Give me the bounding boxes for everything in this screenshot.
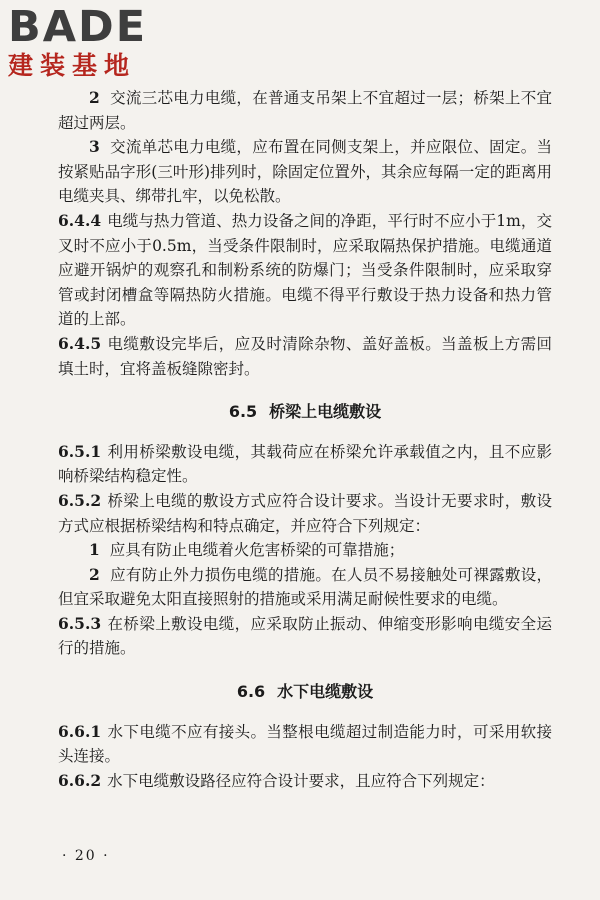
item-text: 应有防止外力损伤电缆的措施。在人员不易接触处可裸露敷设，但宜采取避免太阳直接照射的措施或采用满足耐候性要求的电缆。: [58, 565, 552, 609]
clause-number: 6.6.1: [58, 721, 102, 741]
clause-text: 水下电缆不应有接头。当整根电缆超过制造能力时，可采用软接头连接。: [58, 722, 552, 766]
clause-number: 6.4.4: [58, 210, 102, 230]
item-number: 1: [89, 540, 100, 560]
clause-6-4-4: [58, 209, 552, 332]
clause-number: 6.6.2: [58, 770, 102, 790]
item-text: 交流单芯电力电缆，应布置在同侧支架上，并应限位、固定。当按紧贴品字形(三叶形)排列时，除固定位置外，其余应每隔一定的距离用电缆夹具、绑带扎牢，以免松散。: [58, 138, 552, 206]
section-title: 桥梁上电缆敷设: [269, 402, 382, 422]
clause-6-5-3: [58, 612, 552, 661]
clause-6-6-2: [58, 769, 552, 794]
list-item-2-cable-layers: [58, 86, 552, 135]
page-number: · 20 ·: [62, 848, 110, 864]
clause-text: 桥梁上电缆的敷设方式应符合设计要求。当设计无要求时，敷设方式应根据桥梁结构和特点确定，并应符合下列规定：: [58, 491, 552, 535]
logo-title: BADE: [8, 2, 148, 52]
clause-number: 6.5.2: [58, 490, 102, 510]
section-title: 水下电缆敷设: [277, 682, 374, 702]
clause-text: 在桥梁上敷设电缆，应采取防止振动、伸缩变形影响电缆安全运行的措施。: [58, 614, 552, 658]
logo-subtitle: 建装基地: [8, 51, 137, 80]
section-heading-6-5: [58, 400, 552, 425]
item-number: 2: [89, 564, 100, 584]
clause-6-5-2: [58, 489, 552, 538]
item-text: 应具有防止电缆着火危害桥梁的可靠措施；: [109, 541, 405, 560]
clause-6-4-5: [58, 332, 552, 381]
section-heading-6-6: [58, 680, 552, 705]
list-item-1-fire-protection: [58, 538, 552, 563]
clause-text: 电缆敷设完毕后，应及时清除杂物、盖好盖板。当盖板上方需回填土时，宜将盖板缝隙密封。: [58, 334, 552, 378]
brand-logo: [8, 4, 147, 80]
section-number: 6.5: [228, 402, 258, 422]
document-body: [58, 86, 552, 793]
item-number: 3: [89, 137, 100, 157]
item-text: 交流三芯电力电缆，在普通支吊架上不宜超过一层；桥架上不宜超过两层。: [58, 89, 552, 132]
list-item-3-single-core: [58, 135, 552, 209]
item-number: 2: [89, 88, 100, 107]
list-item-2-external-damage: [58, 563, 552, 612]
clause-text: 电缆与热力管道、热力设备之间的净距，平行时不应小于1m，交叉时不应小于0.5m，当受条件限制时，应采取隔热保护措施。电缆通道应避开锅炉的观察孔和制粉系统的防爆门；当受条件限制时，应采取穿管或封闭槽盒等隔热防火措施。电缆不得平行敷设于热力设备和热力管道的上部。: [58, 211, 552, 329]
clause-text: 水下电缆敷设路径应符合设计要求，且应符合下列规定：: [107, 771, 495, 790]
clause-number: 6.4.5: [58, 333, 102, 353]
clause-number: 6.5.3: [58, 613, 102, 633]
section-number: 6.6: [236, 682, 266, 702]
clause-6-5-1: [58, 440, 552, 489]
clause-number: 6.5.1: [58, 441, 102, 461]
clause-text: 利用桥梁敷设电缆，其载荷应在桥梁允许承载值之内，且不应影响桥梁结构稳定性。: [58, 442, 552, 486]
clause-6-6-1: [58, 720, 552, 769]
